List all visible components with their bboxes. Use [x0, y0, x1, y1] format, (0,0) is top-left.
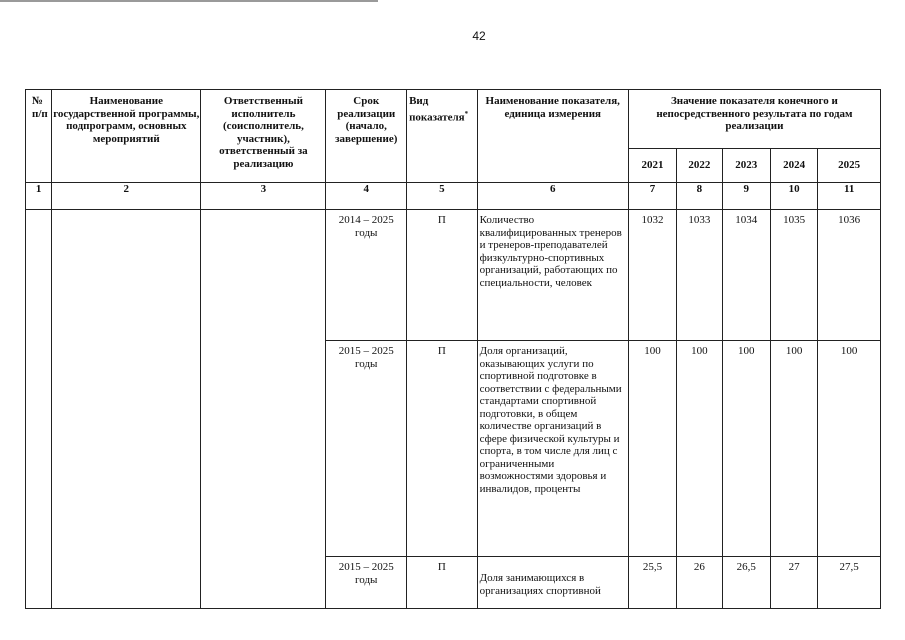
cell-value: 100: [677, 341, 722, 557]
cell-value: 26: [677, 557, 722, 609]
top-rule: [0, 0, 378, 2]
footnote-mark: *: [464, 109, 469, 118]
cell-executor-empty: [201, 210, 326, 609]
column-number: 1: [26, 183, 52, 210]
cell-term: 2014 – 2025 годы: [326, 210, 407, 341]
indicators-table: [25, 89, 881, 609]
table-row: [26, 210, 881, 341]
column-number: 6: [477, 183, 628, 210]
cell-indicator-name: Количество квалифицированных тренеров и тренеров-преподавателей физкультурно-спортивных организаций, работающих по специальности, человек: [477, 210, 628, 341]
cell-indicator-name: Доля занимающихся в организациях спортивной: [477, 557, 628, 609]
cell-indicator-name: Доля организаций, оказывающих услуги по спортивной подготовке в соответствии с федеральными стандартами спортивной подготовки, в общем количестве организаций в сфере физической культуры и спорта, в том числе для лиц с ограниченными возможностями здоровья и инвалидов, проценты: [477, 341, 628, 557]
cell-value: 1036: [818, 210, 881, 341]
header-executor: Ответственный исполнитель (соисполнитель, участник), ответственный за реализацию: [201, 90, 326, 183]
page-number: 42: [472, 29, 486, 43]
cell-value: 26,5: [722, 557, 770, 609]
header-term: Срок реализации (начало, завершение): [326, 90, 407, 183]
column-number: 10: [770, 183, 817, 210]
header-year: 2025: [818, 149, 881, 183]
cell-value: 100: [818, 341, 881, 557]
header-year: 2023: [722, 149, 770, 183]
header-year: 2022: [677, 149, 722, 183]
column-number: 9: [722, 183, 770, 210]
header-year: 2021: [628, 149, 676, 183]
header-values-group: Значение показателя конечного и непосредственного результата по годам реализации: [628, 90, 880, 149]
cell-indicator-kind: П: [407, 210, 478, 341]
column-number: 7: [628, 183, 676, 210]
cell-indicator-kind: П: [407, 557, 478, 609]
cell-term: 2015 – 2025 годы: [326, 341, 407, 557]
cell-value: 1033: [677, 210, 722, 341]
header-indicator-kind: Вид показателя*: [407, 90, 478, 183]
column-number: 8: [677, 183, 722, 210]
cell-value: 1032: [628, 210, 676, 341]
cell-value: 100: [628, 341, 676, 557]
header-row: [26, 90, 881, 149]
cell-value: 100: [770, 341, 817, 557]
column-number: 4: [326, 183, 407, 210]
cell-value: 1035: [770, 210, 817, 341]
column-numbers-row: [26, 183, 881, 210]
cell-program-empty: [52, 210, 201, 609]
column-number: 2: [52, 183, 201, 210]
cell-value: 27: [770, 557, 817, 609]
column-number: 5: [407, 183, 478, 210]
cell-value: 27,5: [818, 557, 881, 609]
header-program: Наименование государственной программы, подпрограмм, основных мероприятий: [52, 90, 201, 183]
header-year: 2024: [770, 149, 817, 183]
cell-term: 2015 – 2025 годы: [326, 557, 407, 609]
cell-indicator-kind: П: [407, 341, 478, 557]
column-number: 11: [818, 183, 881, 210]
header-indicator-name: Наименование показателя, единица измерения: [477, 90, 628, 183]
header-number: № п/п: [26, 90, 52, 183]
cell-value: 1034: [722, 210, 770, 341]
column-number: 3: [201, 183, 326, 210]
cell-value: 100: [722, 341, 770, 557]
cell-value: 25,5: [628, 557, 676, 609]
cell-number-empty: [26, 210, 52, 609]
